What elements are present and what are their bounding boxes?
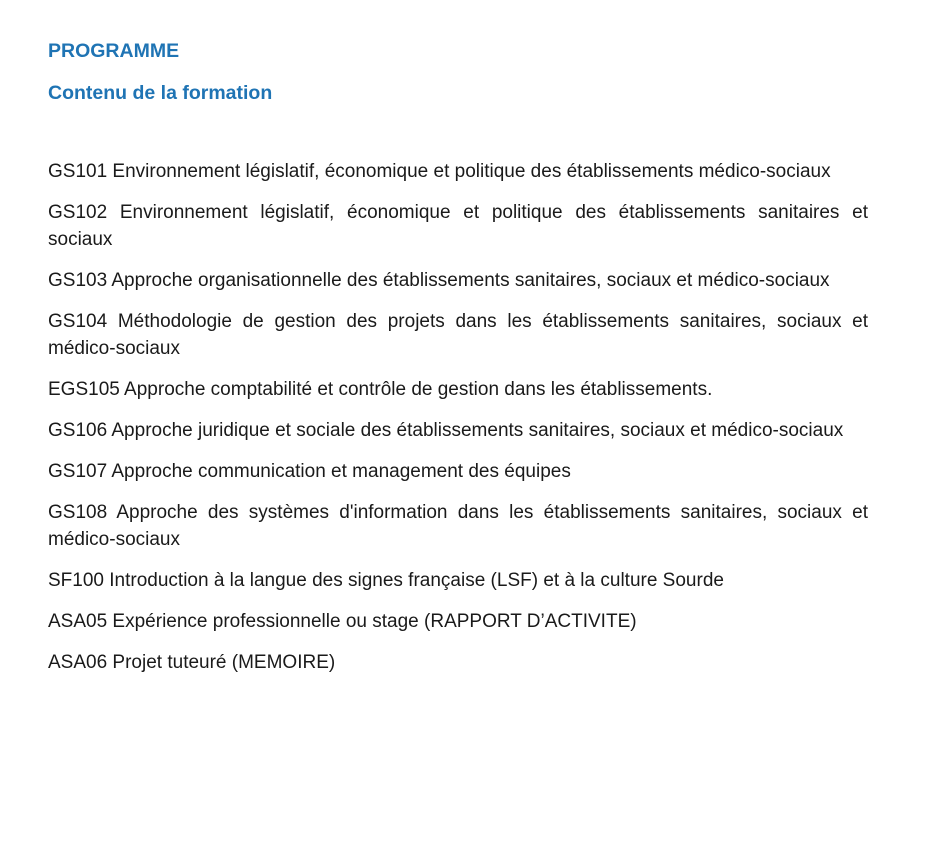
course-item: GS107 Approche communication et management des équipes: [48, 461, 571, 482]
course-item: GS108 Approche des systèmes d'information dans les établissements sanitaires, sociaux et médico-sociaux: [48, 502, 868, 550]
course-item: GS103 Approche organisationnelle des établissements sanitaires, sociaux et médico-sociaux: [48, 270, 830, 291]
course-list: [48, 158, 868, 676]
course-item: SF100 Introduction à la langue des signes française (LSF) et à la culture Sourde: [48, 570, 724, 591]
course-item: ASA05 Expérience professionnelle ou stage (RAPPORT D’ACTIVITE): [48, 611, 637, 632]
course-item: GS102 Environnement législatif, économique et politique des établissements sanitaires et sociaux: [48, 202, 868, 250]
course-item: GS101 Environnement législatif, économique et politique des établissements médico-sociaux: [48, 161, 831, 182]
course-item: ASA06 Projet tuteuré (MEMOIRE): [48, 652, 336, 673]
course-item: GS106 Approche juridique et sociale des établissements sanitaires, sociaux et médico-sociaux: [48, 420, 844, 441]
course-item: EGS105 Approche comptabilité et contrôle de gestion dans les établissements.: [48, 379, 713, 400]
section-subtitle: Contenu de la formation: [48, 82, 273, 104]
course-item: GS104 Méthodologie de gestion des projets dans les établissements sanitaires, sociaux et médico-sociaux: [48, 311, 868, 359]
section-title: PROGRAMME: [48, 40, 180, 62]
